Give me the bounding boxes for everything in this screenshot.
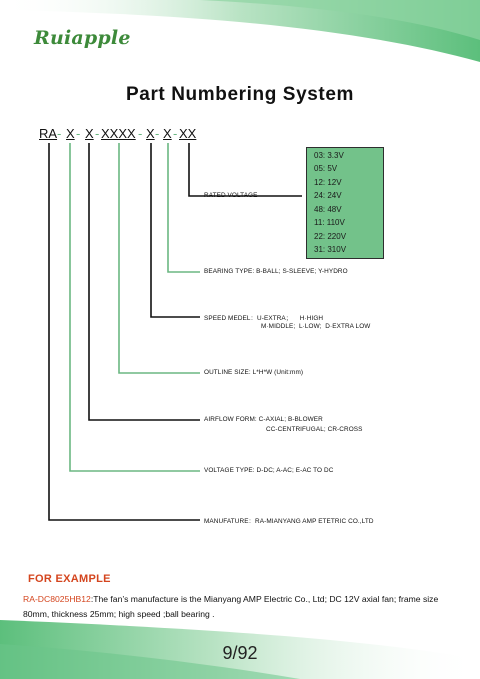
bearing-type-label: BEARING TYPE: B-BALL; S-SLEEVE; Y-HYDRO xyxy=(204,268,348,275)
voltage-row: 03: 3.3V xyxy=(314,151,344,160)
connector-manufacture xyxy=(49,143,200,520)
code-separator: - xyxy=(138,126,143,141)
voltage-row: 22: 220V xyxy=(314,232,347,241)
code-separator: - xyxy=(155,126,160,141)
airflow-form-label: AIRFLOW FORM: C-AXIAL; B-BLOWER xyxy=(204,416,323,423)
code-separator: - xyxy=(173,126,178,141)
voltage-row: 05: 5V xyxy=(314,164,338,173)
connector-airflow xyxy=(89,143,200,420)
connector-outline xyxy=(119,143,200,373)
example-description xyxy=(23,592,463,622)
connector-bearing xyxy=(168,143,200,272)
voltage-row: 12: 12V xyxy=(314,178,342,187)
voltage-row: 24: 24V xyxy=(314,191,342,200)
voltage-row: 31: 310V xyxy=(314,245,347,254)
code-segment-airflow: X xyxy=(85,126,94,141)
voltage-type-label: VOLTAGE TYPE: D-DC; A-AC; E-AC TO DC xyxy=(204,467,334,474)
code-segment-voltage-type: X xyxy=(66,126,75,141)
code-separator: - xyxy=(76,126,81,141)
code-segment-speed: X xyxy=(146,126,155,141)
code-segment-ra: RA xyxy=(39,126,58,141)
connector-speed xyxy=(151,143,200,317)
example-part-code: RA-DC8025HB12 xyxy=(23,594,91,604)
voltage-row: 48: 48V xyxy=(314,205,342,214)
code-segment-outline-size: XXXX xyxy=(101,126,136,141)
speed-model-label: SPEED MEDEL：U-EXTRA； H·HIGH xyxy=(204,315,324,322)
brand-logo: Ruiapple xyxy=(34,27,131,49)
outline-size-label: OUTLINE SIZE: L*H*W (Unit:mm) xyxy=(204,369,304,376)
voltage-row: 11: 110V xyxy=(314,218,345,227)
connector-rated-voltage xyxy=(189,143,302,196)
code-separator: - xyxy=(95,126,100,141)
rated-voltage-label: RATED VOLTAGE xyxy=(204,192,258,199)
example-heading: FOR EXAMPLE xyxy=(28,573,111,585)
page-title: Part Numbering System xyxy=(126,84,354,105)
speed-model-label-2: M·MIDDLE; L·LOW; D·EXTRA LOW xyxy=(261,323,371,330)
manufacture-label: MANUFATURE：RA-MIANYANG AMP ETETRIC CO.,LTD xyxy=(204,518,374,525)
code-separator: - xyxy=(57,126,62,141)
airflow-form-label-2: CC-CENTRIFUGAL; CR-CROSS xyxy=(266,426,363,433)
example-text: :The fan’s manufacture is the Mianyang AMP Electric Co., Ltd; DC 12V axial fan; frame size 80mm, thickness 25mm; high speed ;ball bearing . xyxy=(23,594,439,619)
code-segment-bearing: X xyxy=(163,126,172,141)
code-segment-rated-voltage: XX xyxy=(179,126,197,141)
page-number: 9/92 xyxy=(222,643,258,663)
rated-voltage-table xyxy=(306,147,384,259)
